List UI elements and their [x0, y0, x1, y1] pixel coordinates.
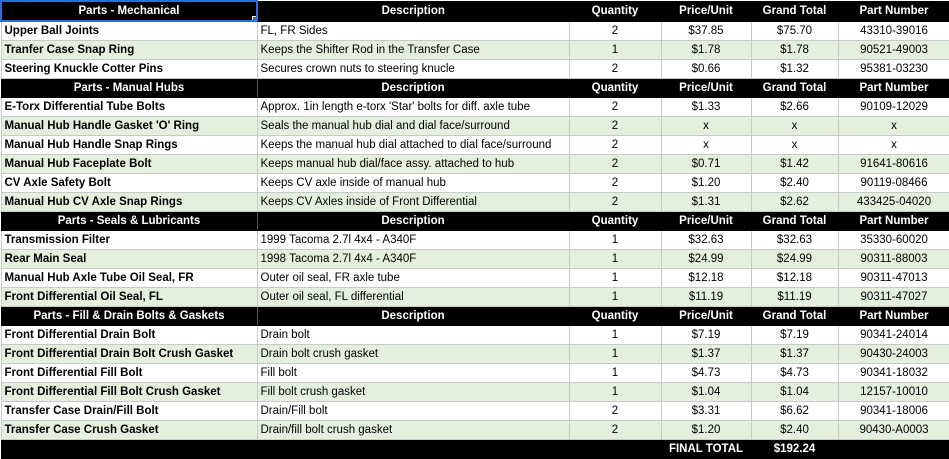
cell-description[interactable]: Fill bolt	[257, 364, 569, 383]
cell-price-per-unit[interactable]: $37.85	[661, 21, 751, 41]
final-total-label[interactable]: FINAL TOTAL	[661, 440, 751, 459]
cell-part-name[interactable]: Manual Hub Axle Tube Oil Seal, FR	[1, 269, 257, 288]
table-row	[1, 60, 949, 79]
column-header-quantity[interactable]	[569, 212, 661, 231]
column-header-quantity[interactable]	[569, 79, 661, 98]
cell-description[interactable]: Outer oil seal, FL differential	[257, 288, 569, 307]
cell-quantity[interactable]: 1	[569, 364, 661, 383]
cell-price-per-unit[interactable]: $1.37	[661, 345, 751, 364]
cell-part-number[interactable]: x	[838, 117, 949, 136]
cell-price-per-unit[interactable]: $1.20	[661, 174, 751, 193]
cell-quantity[interactable]: 1	[569, 231, 661, 250]
table-row	[1, 364, 949, 383]
cell-part-number[interactable]: 90311-47027	[838, 288, 949, 307]
cell-grand-total[interactable]: x	[751, 117, 838, 136]
cell-price-per-unit[interactable]: $1.78	[661, 41, 751, 60]
cell-description[interactable]: Approx. 1in length e-torx 'Star' bolts for diff. axle tube	[257, 98, 569, 117]
cell-quantity[interactable]: 2	[569, 136, 661, 155]
header-text: Price/Unit	[679, 5, 733, 17]
cell-part-name[interactable]: CV Axle Safety Bolt	[1, 174, 257, 193]
column-header-part-number[interactable]	[838, 79, 949, 98]
section-title-cell[interactable]	[1, 79, 257, 98]
cell-fill-handle[interactable]	[252, 16, 257, 21]
section-header-row	[1, 1, 949, 21]
header-text: Quantity	[591, 5, 639, 17]
cell-part-name[interactable]: Front Differential Oil Seal, FL	[1, 288, 257, 307]
cell-quantity[interactable]: 2	[569, 60, 661, 79]
cell-part-number[interactable]: 433425-04020	[838, 193, 949, 212]
cell-part-number[interactable]: 90311-47013	[838, 269, 949, 288]
column-header-description[interactable]	[257, 212, 569, 231]
cell-part-number[interactable]: x	[838, 136, 949, 155]
section-title-cell[interactable]	[1, 1, 257, 21]
final-total-value[interactable]: $192.24	[751, 440, 838, 459]
cell-part-number[interactable]: 12157-10010	[838, 383, 949, 402]
column-header-price-per-unit[interactable]	[661, 307, 751, 326]
header-text: Part Number	[859, 215, 929, 227]
cell-description[interactable]: Seals the manual hub dial and dial face/surround	[257, 117, 569, 136]
cell-quantity[interactable]: 1	[569, 345, 661, 364]
column-header-grand-total[interactable]	[751, 1, 838, 21]
column-header-description[interactable]	[257, 1, 569, 21]
cell-price-per-unit[interactable]: $1.31	[661, 193, 751, 212]
cell-price-per-unit[interactable]: x	[661, 136, 751, 155]
cell-quantity[interactable]: 1	[569, 250, 661, 269]
cell-grand-total[interactable]: $2.40	[751, 421, 838, 440]
column-header-grand-total[interactable]	[751, 307, 838, 326]
cell-part-number[interactable]: 90341-24014	[838, 326, 949, 345]
header-text: Description	[381, 5, 445, 17]
table-row	[1, 345, 949, 364]
cell-quantity[interactable]: 2	[569, 155, 661, 174]
column-header-part-number[interactable]	[838, 212, 949, 231]
cell-part-number[interactable]: 35330-60020	[838, 231, 949, 250]
header-text: Description	[381, 310, 445, 322]
cell-price-per-unit[interactable]: $1.20	[661, 421, 751, 440]
cell-description[interactable]: Fill bolt crush gasket	[257, 383, 569, 402]
cell-price-per-unit[interactable]: $0.66	[661, 60, 751, 79]
cell-part-number[interactable]: 90430-A0003	[838, 421, 949, 440]
cell-part-name[interactable]: Manual Hub Handle Gasket 'O' Ring	[1, 117, 257, 136]
section-header-row	[1, 212, 949, 231]
table-row	[1, 155, 949, 174]
header-text: Grand Total	[762, 82, 827, 94]
header-text: Parts - Seals & Lubricants	[57, 215, 201, 227]
cell-grand-total[interactable]: $11.19	[751, 288, 838, 307]
cell-description[interactable]: Drain/Fill bolt	[257, 402, 569, 421]
cell-grand-total[interactable]: $4.73	[751, 364, 838, 383]
cell-grand-total[interactable]: $2.62	[751, 193, 838, 212]
table-row	[1, 250, 949, 269]
cell-part-number[interactable]: 90311-88003	[838, 250, 949, 269]
cell-grand-total[interactable]: x	[751, 136, 838, 155]
cell-part-number[interactable]: 43310-39016	[838, 21, 949, 41]
header-text: Price/Unit	[679, 310, 733, 322]
column-header-part-number[interactable]	[838, 307, 949, 326]
column-header-quantity[interactable]	[569, 307, 661, 326]
table-row	[1, 326, 949, 345]
cell-grand-total[interactable]: $32.63	[751, 231, 838, 250]
cell-grand-total[interactable]: $12.18	[751, 269, 838, 288]
header-text: Quantity	[591, 215, 639, 227]
cell-part-name[interactable]: Steering Knuckle Cotter Pins	[1, 60, 257, 79]
section-header-row	[1, 307, 949, 326]
cell-grand-total[interactable]: $1.04	[751, 383, 838, 402]
cell-description[interactable]: Secures crown nuts to steering knucle	[257, 60, 569, 79]
table-row	[1, 421, 949, 440]
cell-price-per-unit[interactable]: $11.19	[661, 288, 751, 307]
cell-price-per-unit[interactable]: $32.63	[661, 231, 751, 250]
cell-description[interactable]: Drain/fill bolt crush gasket	[257, 421, 569, 440]
table-row	[1, 41, 949, 60]
cell-price-per-unit[interactable]: $12.18	[661, 269, 751, 288]
column-header-grand-total[interactable]	[751, 79, 838, 98]
table-row	[1, 98, 949, 117]
cell-description[interactable]: Drain bolt crush gasket	[257, 345, 569, 364]
column-header-description[interactable]	[257, 79, 569, 98]
cell-quantity[interactable]: 2	[569, 402, 661, 421]
cell-part-number[interactable]: 90109-12029	[838, 98, 949, 117]
cell-part-name[interactable]: Rear Main Seal	[1, 250, 257, 269]
header-text: Parts - Fill & Drain Bolts & Gaskets	[33, 310, 225, 322]
table-row	[1, 136, 949, 155]
cell-part-name[interactable]: Front Differential Drain Bolt Crush Gasket	[1, 345, 257, 364]
cell-quantity[interactable]: 1	[569, 326, 661, 345]
cell-part-name[interactable]: Front Differential Drain Bolt	[1, 326, 257, 345]
column-header-price-per-unit[interactable]	[661, 1, 751, 21]
cell-quantity[interactable]: 2	[569, 193, 661, 212]
cell-description[interactable]: Keeps the manual hub dial attached to dial face/surround	[257, 136, 569, 155]
cell-price-per-unit[interactable]: $1.33	[661, 98, 751, 117]
cell-description[interactable]: Keeps manual hub dial/face assy. attached to hub	[257, 155, 569, 174]
cell-quantity[interactable]: 1	[569, 41, 661, 60]
header-text: Description	[381, 215, 445, 227]
cell-description[interactable]: Outer oil seal, FR axle tube	[257, 269, 569, 288]
cell-part-number[interactable]: 90341-18006	[838, 402, 949, 421]
column-header-description[interactable]	[257, 307, 569, 326]
cell-quantity[interactable]: 1	[569, 383, 661, 402]
column-header-price-per-unit[interactable]	[661, 79, 751, 98]
cell-price-per-unit[interactable]: $1.04	[661, 383, 751, 402]
cell-part-name[interactable]: Upper Ball Joints	[1, 21, 257, 41]
table-row	[1, 288, 949, 307]
header-text: Part Number	[859, 310, 929, 322]
cell-part-number[interactable]: 91641-80616	[838, 155, 949, 174]
cell-description[interactable]: 1999 Tacoma 2.7l 4x4 - A340F	[257, 231, 569, 250]
cell-part-number[interactable]: 95381-03230	[838, 60, 949, 79]
section-title-cell[interactable]	[1, 307, 257, 326]
column-header-part-number[interactable]	[838, 1, 949, 21]
section-title-cell[interactable]	[1, 212, 257, 231]
header-text: Description	[381, 82, 445, 94]
header-text: Price/Unit	[679, 82, 733, 94]
cell-price-per-unit[interactable]: $3.31	[661, 402, 751, 421]
column-header-price-per-unit[interactable]	[661, 212, 751, 231]
cell-description[interactable]: 1998 Tacoma 2.7l 4x4 - A340F	[257, 250, 569, 269]
cell-part-name[interactable]: E-Torx Differential Tube Bolts	[1, 98, 257, 117]
table-row	[1, 117, 949, 136]
cell-price-per-unit[interactable]: $7.19	[661, 326, 751, 345]
cell-part-name[interactable]: Manual Hub Handle Snap Rings	[1, 136, 257, 155]
cell-quantity[interactable]: 2	[569, 174, 661, 193]
header-text: Quantity	[591, 310, 639, 322]
cell-price-per-unit[interactable]: $0.71	[661, 155, 751, 174]
table-row	[1, 21, 949, 41]
cell-part-name[interactable]: Tranfer Case Snap Ring	[1, 41, 257, 60]
header-text: Quantity	[591, 82, 639, 94]
cell-grand-total[interactable]: $7.19	[751, 326, 838, 345]
cell-part-name[interactable]: Front Differential Fill Bolt Crush Gasket	[1, 383, 257, 402]
table-row	[1, 402, 949, 421]
table-row	[1, 193, 949, 212]
table-row	[1, 269, 949, 288]
cell-quantity[interactable]: 1	[569, 288, 661, 307]
header-text: Part Number	[859, 82, 929, 94]
cell-part-name[interactable]: Manual Hub CV Axle Snap Rings	[1, 193, 257, 212]
cell-part-name[interactable]: Manual Hub Faceplate Bolt	[1, 155, 257, 174]
cell-part-number[interactable]: 90341-18032	[838, 364, 949, 383]
header-text: Grand Total	[762, 5, 827, 17]
cell-part-name[interactable]: Transfer Case Drain/Fill Bolt	[1, 402, 257, 421]
cell-description[interactable]: Keeps the Shifter Rod in the Transfer Case	[257, 41, 569, 60]
cell-grand-total[interactable]: $2.40	[751, 174, 838, 193]
cell-part-name[interactable]: Front Differential Fill Bolt	[1, 364, 257, 383]
cell-grand-total[interactable]: $1.42	[751, 155, 838, 174]
cell-description[interactable]: Keeps CV axle inside of manual hub	[257, 174, 569, 193]
header-text: Grand Total	[762, 215, 827, 227]
cell-description[interactable]: Drain bolt	[257, 326, 569, 345]
cell-part-name[interactable]: Transfer Case Crush Gasket	[1, 421, 257, 440]
column-header-quantity[interactable]	[569, 1, 661, 21]
cell-grand-total[interactable]: $1.32	[751, 60, 838, 79]
table-row	[1, 174, 949, 193]
cell-quantity[interactable]: 2	[569, 21, 661, 41]
table-row	[1, 231, 949, 250]
cell-part-number[interactable]: 90521-49003	[838, 41, 949, 60]
cell-price-per-unit[interactable]: $4.73	[661, 364, 751, 383]
cell-description[interactable]: Keeps CV Axles inside of Front Differential	[257, 193, 569, 212]
table-row	[1, 383, 949, 402]
cell-grand-total[interactable]: $2.66	[751, 98, 838, 117]
cell-quantity[interactable]: 2	[569, 98, 661, 117]
cell-grand-total[interactable]: $1.78	[751, 41, 838, 60]
cell-quantity[interactable]: 2	[569, 421, 661, 440]
cell-description[interactable]: FL, FR Sides	[257, 21, 569, 41]
cell-price-per-unit[interactable]: $24.99	[661, 250, 751, 269]
cell-price-per-unit[interactable]: x	[661, 117, 751, 136]
header-text: Parts - Manual Hubs	[73, 82, 185, 94]
cell-part-number[interactable]: 90119-08466	[838, 174, 949, 193]
header-text: Parts - Mechanical	[78, 5, 180, 17]
cell-grand-total[interactable]: $24.99	[751, 250, 838, 269]
header-text: Price/Unit	[679, 215, 733, 227]
header-text: Part Number	[859, 5, 929, 17]
cell-quantity[interactable]: 2	[569, 117, 661, 136]
cell-part-name[interactable]: Transmission Filter	[1, 231, 257, 250]
header-text: Grand Total	[762, 310, 827, 322]
cell-grand-total[interactable]: $1.37	[751, 345, 838, 364]
cell-grand-total[interactable]: $6.62	[751, 402, 838, 421]
section-header-row	[1, 79, 949, 98]
cell-grand-total[interactable]: $75.70	[751, 21, 838, 41]
column-header-grand-total[interactable]	[751, 212, 838, 231]
cell-quantity[interactable]: 1	[569, 269, 661, 288]
cell-part-number[interactable]: 90430-24003	[838, 345, 949, 364]
